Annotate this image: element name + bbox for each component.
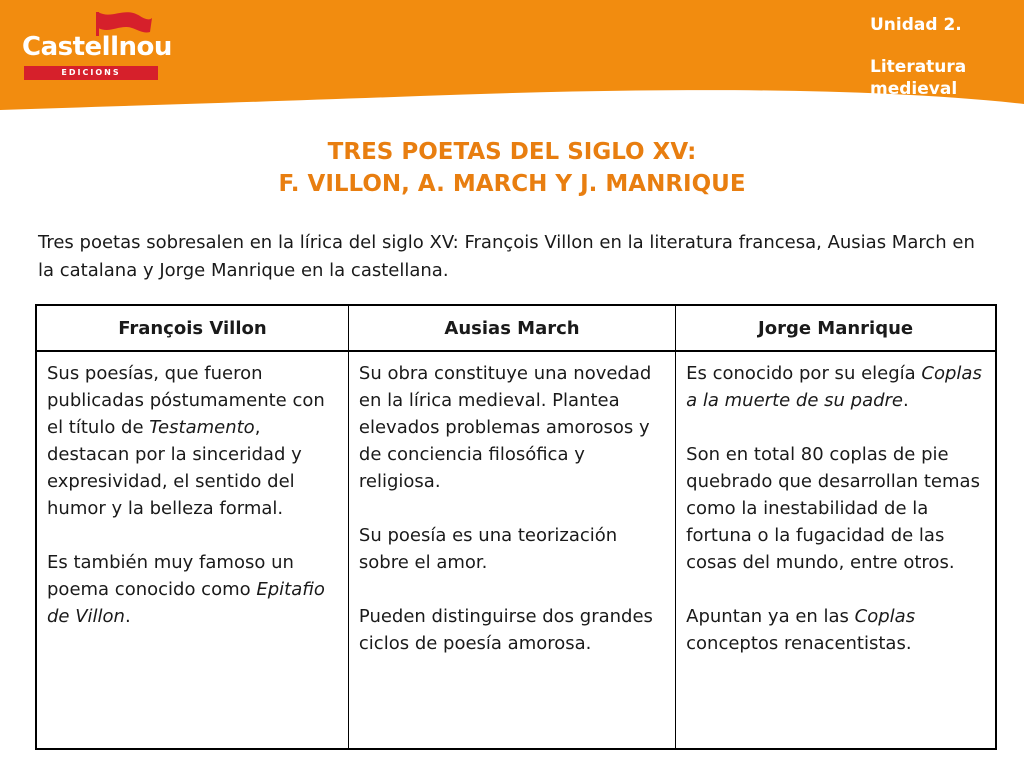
manrique-work-title: Coplas <box>854 606 916 627</box>
cell-march <box>348 351 675 749</box>
table-row <box>36 351 996 749</box>
villon-paragraph-1 <box>47 360 338 522</box>
villon-text: , destacan por la sinceridad y expresividad, el sentido del humor y la belleza formal. <box>47 417 302 519</box>
villon-text: Es también muy famoso un poema conocido como <box>47 552 294 600</box>
table-header-row <box>36 305 996 351</box>
unit-label: Unidad 2. <box>870 15 962 35</box>
manrique-paragraph-1 <box>686 360 985 414</box>
header-villon: François Villon <box>36 305 348 351</box>
march-paragraph-3: Pueden distinguirse dos grandes ciclos de poesía amorosa. <box>358 606 653 654</box>
villon-work-title: Epitafio de Villon <box>47 579 325 627</box>
manrique-work-title: Coplas a la muerte de su padre <box>686 363 982 411</box>
villon-paragraph-2 <box>47 549 338 630</box>
logo-wordmark: Castellnou <box>22 32 172 62</box>
villon-work-title: Testamento <box>149 417 255 438</box>
poets-table <box>35 304 997 750</box>
logo-subtitle: EDICIONS <box>24 66 158 80</box>
march-paragraph-1: Su obra constituye una novedad en la lírica medieval. Plantea elevados problemas amorosos y de conciencia filosófica y religiosa. <box>358 363 652 492</box>
manrique-paragraph-3 <box>686 603 985 657</box>
march-paragraph-2: Su poesía es una teorización sobre el amor. <box>358 525 618 573</box>
manrique-paragraph-2: Son en total 80 coplas de pie quebrado que desarrollan temas como la inestabilidad de la fortuna o la fugacidad de las cosas del mundo, entre otros. <box>686 444 980 573</box>
villon-text: Sus poesías, que fueron publicadas póstumamente con el título de <box>47 363 325 438</box>
title-line-2: F. VILLON, A. MARCH Y J. MANRIQUE <box>278 171 746 197</box>
unit-topic: Literatura medieval <box>870 57 967 99</box>
manrique-text: . <box>903 390 909 411</box>
villon-text: . <box>124 606 131 627</box>
cell-manrique <box>676 351 996 749</box>
header-march: Ausias March <box>348 305 675 351</box>
cell-villon <box>36 351 348 749</box>
manrique-text: Es conocido por su elegía <box>686 363 922 384</box>
title-line-1: TRES POETAS DEL SIGLO XV: <box>327 139 697 165</box>
manrique-text: Apuntan ya en las <box>686 606 855 627</box>
page-title <box>0 136 1024 200</box>
header-manrique: Jorge Manrique <box>676 305 996 351</box>
intro-paragraph: Tres poetas sobresalen en la lírica del siglo XV: François Villon en la literatura francesa, Ausias March en la catalana y Jorge Manrique en la castellana. <box>38 232 975 281</box>
manrique-text: conceptos renacentistas. <box>686 633 912 654</box>
castellnou-logo <box>22 10 172 80</box>
